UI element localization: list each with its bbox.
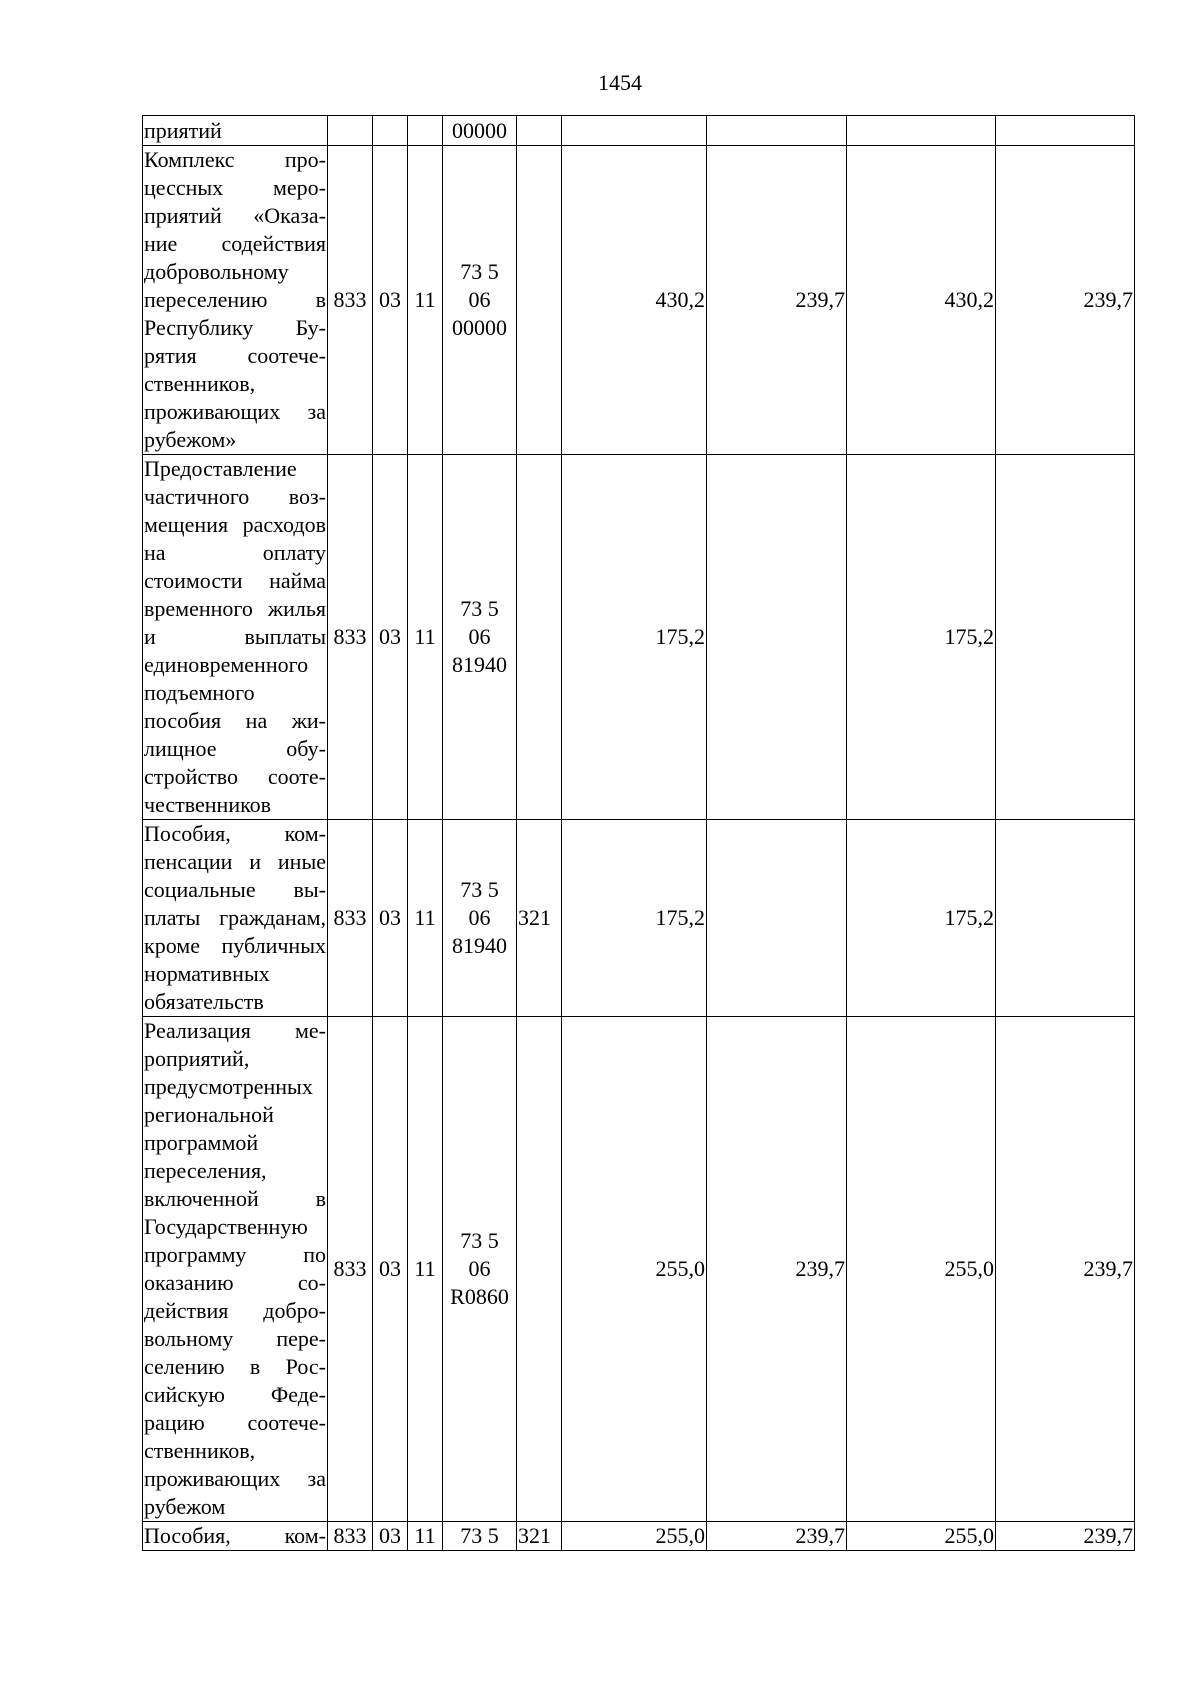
amount-1-cell: 255,0 xyxy=(562,1017,707,1522)
amount-3-cell: 255,0 xyxy=(847,1017,996,1522)
subsection-code-cell: 11 xyxy=(408,455,443,820)
target-article-cell xyxy=(443,455,517,820)
target-article-text: 73 5 06 81940 xyxy=(452,877,507,958)
section-code-cell: 03 xyxy=(373,146,408,455)
section-code-cell: 03 xyxy=(373,820,408,1017)
table-row xyxy=(143,1522,1135,1551)
amount-4-cell: 239,7 xyxy=(996,1522,1135,1551)
amount-4-cell xyxy=(996,820,1135,1017)
amount-2-cell: 239,7 xyxy=(707,146,847,455)
section-code-cell: 03 xyxy=(373,1522,408,1551)
target-article-cell xyxy=(443,146,517,455)
ministry-code-cell: 833 xyxy=(328,146,373,455)
expense-type-cell: 321 xyxy=(517,820,562,1017)
ministry-code-cell: 833 xyxy=(328,1522,373,1551)
amount-3-cell xyxy=(847,116,996,146)
item-name-cell: Пособия, ком- xyxy=(143,1522,328,1551)
item-name-cell: Пособия, компенсации и иные социальные выплаты гражданам, кроме публичных нормативных обязательств xyxy=(143,820,328,1017)
amount-4-cell: 239,7 xyxy=(996,1017,1135,1522)
expense-type-cell xyxy=(517,1017,562,1522)
ministry-code-cell: 833 xyxy=(328,455,373,820)
amount-3-cell: 175,2 xyxy=(847,820,996,1017)
item-name-cell: Комплекс процессных мероприятий «Оказание содействия добровольному переселению в Республику Бурятия соотечественников, проживающих за рубежом» xyxy=(143,146,328,455)
item-name-cell: Предоставление частичного возмещения расходов на оплату стоимости найма временного жилья и выплаты единовременного подъемного пособия на жилищное обустройство соотечественников xyxy=(143,455,328,820)
expense-type-cell xyxy=(517,146,562,455)
amount-2-cell: 239,7 xyxy=(707,1017,847,1522)
ministry-code-cell xyxy=(328,116,373,146)
budget-table xyxy=(142,115,1135,1551)
target-article-cell xyxy=(443,1522,517,1551)
amount-1-cell xyxy=(562,116,707,146)
subsection-code-cell: 11 xyxy=(408,146,443,455)
expense-type-cell xyxy=(517,116,562,146)
amount-2-cell xyxy=(707,116,847,146)
target-article-text: 73 5 06 R0860 xyxy=(450,1228,509,1309)
table-row xyxy=(143,146,1135,455)
ministry-code-cell: 833 xyxy=(328,1017,373,1522)
amount-3-cell: 175,2 xyxy=(847,455,996,820)
expense-type-cell xyxy=(517,455,562,820)
amount-4-cell xyxy=(996,455,1135,820)
amount-1-cell: 255,0 xyxy=(562,1522,707,1551)
table-row xyxy=(143,1017,1135,1522)
table-row xyxy=(143,116,1135,146)
ministry-code-cell: 833 xyxy=(328,820,373,1017)
target-article-text: 73 5 06 81940 xyxy=(452,596,507,677)
page-number: 1454 xyxy=(598,70,642,95)
subsection-code-cell: 11 xyxy=(408,1017,443,1522)
target-article-text: 73 5 06 00000 xyxy=(452,259,507,340)
amount-4-cell xyxy=(996,116,1135,146)
expense-type-cell: 321 xyxy=(517,1522,562,1551)
item-name-cell: приятий xyxy=(143,116,328,146)
section-code-cell: 03 xyxy=(373,1017,408,1522)
amount-4-cell: 239,7 xyxy=(996,146,1135,455)
amount-1-cell: 430,2 xyxy=(562,146,707,455)
subsection-code-cell: 11 xyxy=(408,820,443,1017)
target-article-cell xyxy=(443,116,517,146)
amount-2-cell: 239,7 xyxy=(707,1522,847,1551)
amount-3-cell: 255,0 xyxy=(847,1522,996,1551)
section-code-cell: 03 xyxy=(373,455,408,820)
target-article-cell xyxy=(443,820,517,1017)
table-row xyxy=(143,820,1135,1017)
table-row xyxy=(143,455,1135,820)
amount-3-cell: 430,2 xyxy=(847,146,996,455)
amount-2-cell xyxy=(707,820,847,1017)
amount-2-cell xyxy=(707,455,847,820)
item-name-cell: Реализация мероприятий, предусмотренных региональной программой переселения, включенной в Государственную программу по оказанию содействия добровольному переселению в Российскую Федерацию соотечественников, проживающих за рубежом xyxy=(143,1017,328,1522)
target-article-text: 73 5 xyxy=(460,1523,499,1548)
subsection-code-cell: 11 xyxy=(408,1522,443,1551)
subsection-code-cell xyxy=(408,116,443,146)
target-article-text: 00000 xyxy=(452,117,507,143)
amount-1-cell: 175,2 xyxy=(562,455,707,820)
target-article-cell xyxy=(443,1017,517,1522)
amount-1-cell: 175,2 xyxy=(562,820,707,1017)
section-code-cell xyxy=(373,116,408,146)
